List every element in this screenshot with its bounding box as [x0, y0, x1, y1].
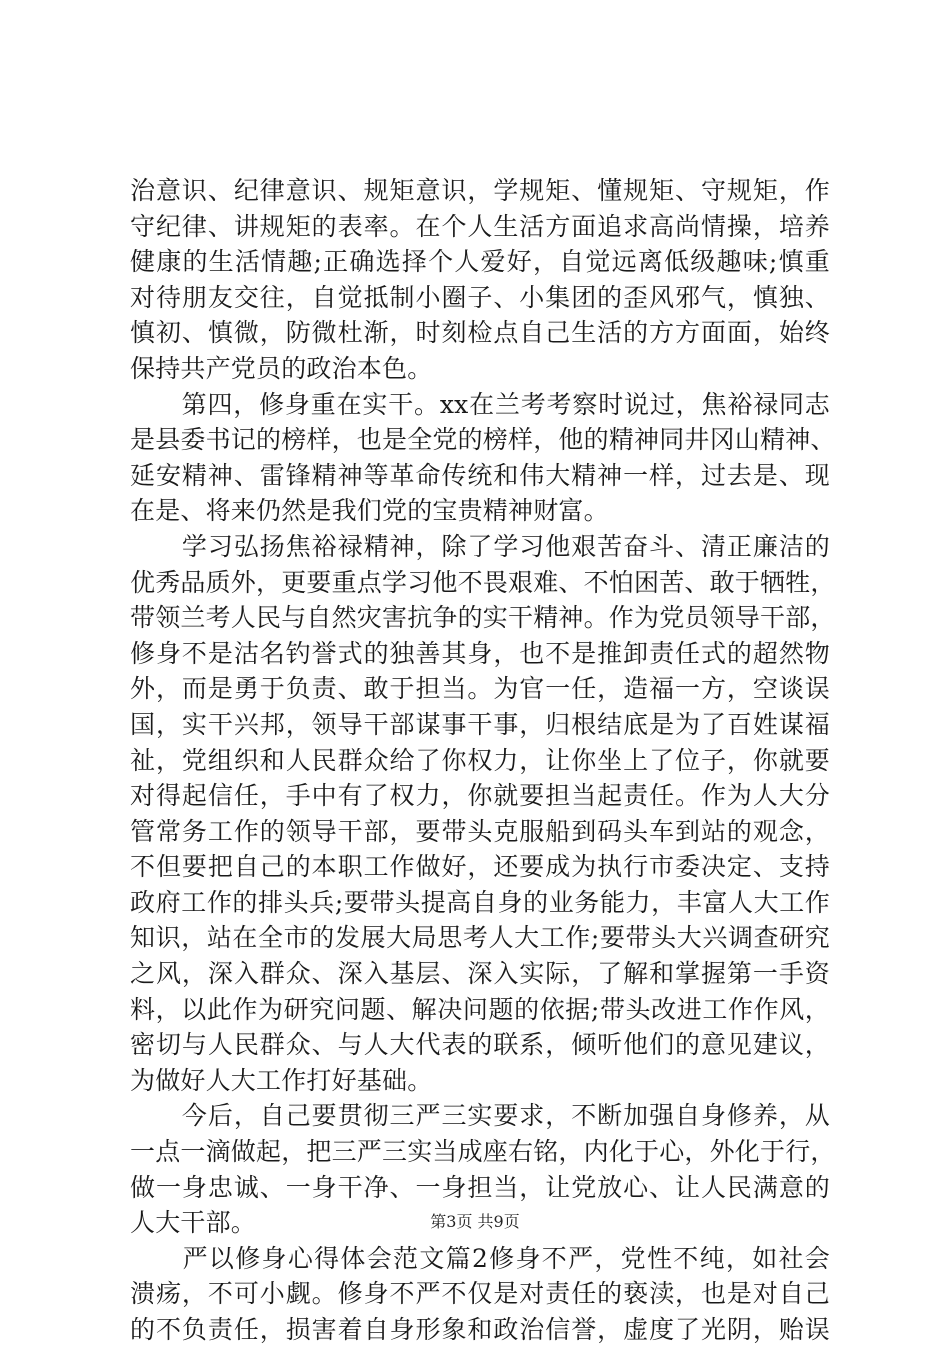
text-line: 溃疡，不可小觑。修身不严不仅是对责任的亵渎，也是对自己	[130, 1279, 830, 1309]
text-line: 是县委书记的榜样，也是全党的榜样，他的精神同井冈山精神、	[130, 425, 836, 455]
text-line: 保持共产党员的政治本色。	[130, 353, 433, 383]
document-body	[130, 173, 836, 1348]
text-line: 一点一滴做起，把三严三实当成座右铭，内化于心，外化于行，	[130, 1137, 836, 1167]
text-line: 修身不是沽名钓誉式的独善其身，也不是推卸责任式的超然物	[130, 638, 830, 668]
text-line: 带领兰考人民与自然灾害抗争的实干精神。作为党员领导干部，	[130, 603, 836, 633]
text-line: 知识，站在全市的发展大局思考人大工作;要带头大兴调查研究	[130, 923, 830, 953]
text-line: 政府工作的排头兵;要带头提高自身的业务能力，丰富人大工作	[130, 887, 830, 917]
text-line: 做一身忠诚、一身干净、一身担当，让党放心、让人民满意的	[130, 1172, 830, 1202]
text-line: 慎初、慎微，防微杜渐，时刻检点自己生活的方方面面，始终	[130, 318, 830, 348]
text-line: 在是、将来仍然是我们党的宝贵精神财富。	[130, 496, 609, 526]
text-line: 对得起信任，手中有了权力，你就要担当起责任。作为人大分	[130, 781, 830, 811]
text-line: 密切与人民群众、与人大代表的联系，倾听他们的意见建议，	[130, 1030, 830, 1060]
text-line: 优秀品质外，更要重点学习他不畏艰难、不怕困苦、敢于牺牲，	[130, 567, 836, 597]
text-line: 之风，深入群众、深入基层、深入实际，了解和掌握第一手资	[130, 959, 830, 989]
text-line: 人大干部。	[130, 1208, 257, 1238]
text-line: 今后，自己要贯彻三严三实要求，不断加强自身修养，从	[130, 1101, 830, 1131]
text-line: 料，以此作为研究问题、解决问题的依据;带头改进工作作风，	[130, 994, 830, 1024]
text-line: 健康的生活情趣;正确选择个人爱好，自觉远离低级趣味;慎重	[130, 247, 830, 277]
text-line: 不但要把自己的本职工作做好，还要成为执行市委决定、支持	[130, 852, 830, 882]
text-line: 外，而是勇于负责、敢于担当。为官一任，造福一方，空谈误	[130, 674, 830, 704]
text-line: 延安精神、雷锋精神等革命传统和伟大精神一样，过去是、现	[130, 460, 830, 490]
text-line: 为做好人大工作打好基础。	[130, 1065, 433, 1095]
page-footer	[0, 1211, 950, 1233]
text-line: 国，实干兴邦，领导干部谋事干事，归根结底是为了百姓谋福	[130, 709, 830, 739]
text-line: 管常务工作的领导干部，要带头克服船到码头车到站的观念，	[130, 816, 830, 846]
page-number: 第3页 共9页	[430, 1212, 520, 1231]
text-line: 治意识、纪律意识、规矩意识，学规矩、懂规矩、守规矩，作	[130, 176, 830, 205]
text-line: 守纪律、讲规矩的表率。在个人生活方面追求高尚情操，培养	[130, 211, 830, 241]
text-line: 学习弘扬焦裕禄精神，除了学习他艰苦奋斗、清正廉洁的	[130, 531, 830, 561]
text-line: 严以修身心得体会范文篇2修身不严，党性不纯，如社会	[130, 1243, 830, 1273]
text-line: 第四，修身重在实干。xx在兰考考察时说过，焦裕禄同志	[130, 389, 830, 419]
text-line: 对待朋友交往，自觉抵制小圈子、小集团的歪风邪气，慎独、	[130, 282, 830, 312]
text-line: 的不负责任，损害着自身形象和政治信誉，虚度了光阴，贻误	[130, 1315, 830, 1344]
text-line: 祉，党组织和人民群众给了你权力，让你坐上了位子，你就要	[130, 745, 830, 775]
